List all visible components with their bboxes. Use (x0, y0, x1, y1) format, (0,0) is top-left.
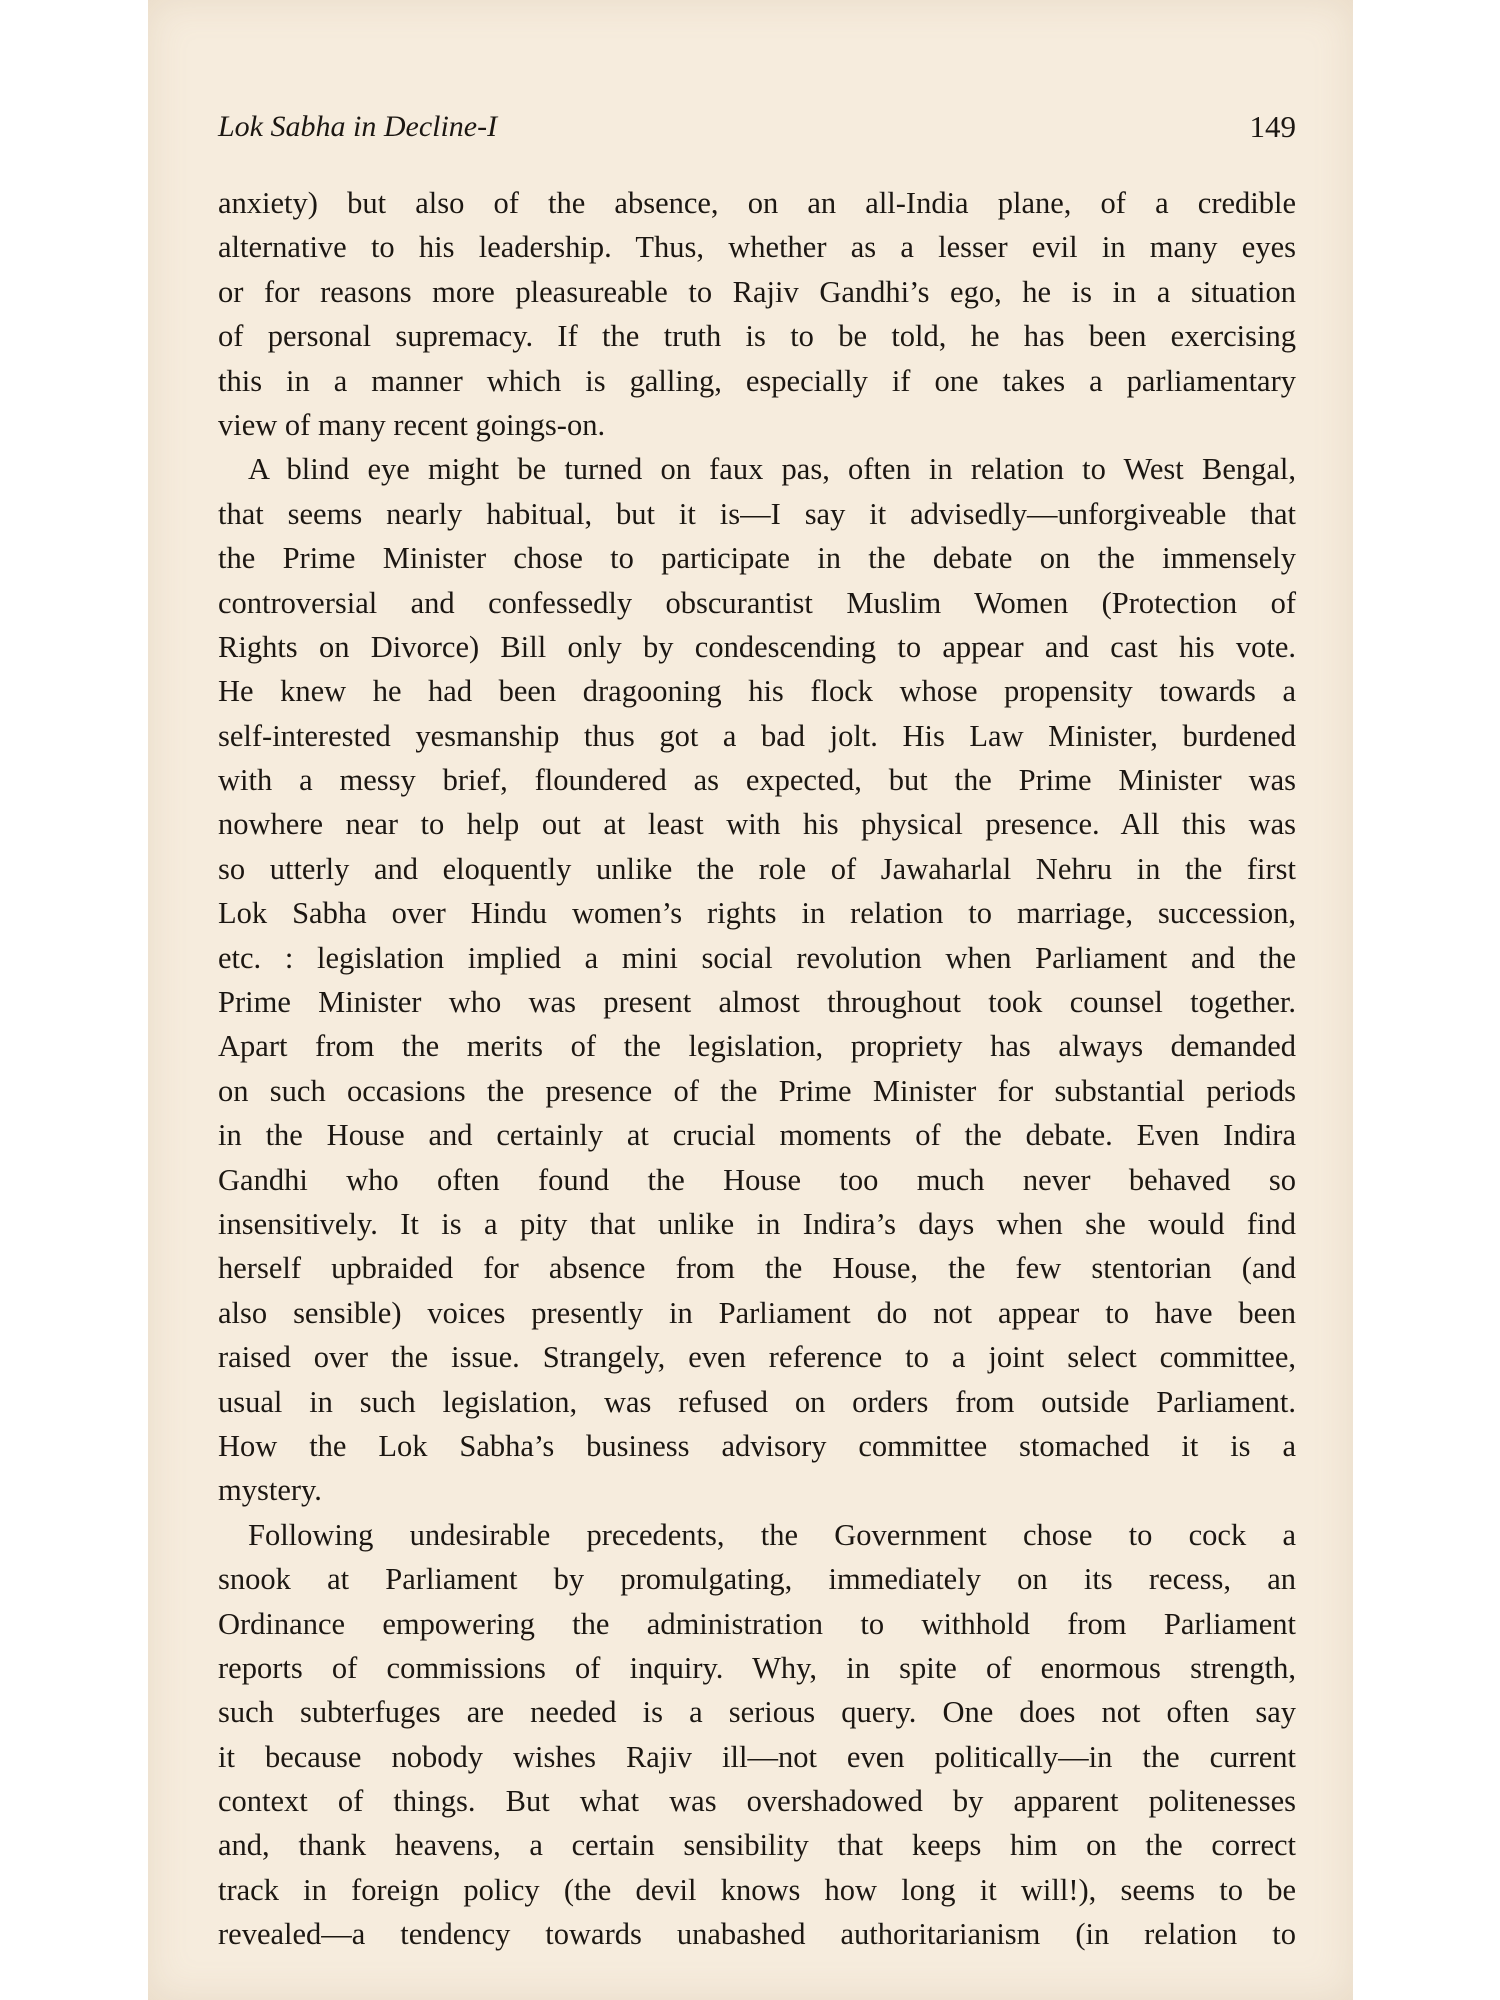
page-header (218, 104, 1296, 150)
text-line: alternative to his leadership. Thus, whether as a lesser evil in many eyes (218, 230, 1296, 265)
text-line: self-interested yesmanship thus got a bad jolt. His Law Minister, burdened (218, 718, 1296, 753)
text-line: or for reasons more pleasureable to Rajiv Gandhi’s ego, he is in a situation (218, 274, 1296, 309)
text-line: Prime Minister who was present almost throughout took counsel together. (218, 985, 1296, 1020)
text-line: etc. : legislation implied a mini social revolution when Parliament and the (218, 940, 1296, 975)
text-line: snook at Parliament by promulgating, immediately on its recess, an (218, 1562, 1296, 1597)
text-line: on such occasions the presence of the Prime Minister for substantial periods (218, 1073, 1296, 1108)
text-line: of personal supremacy. If the truth is to be told, he has been exercising (218, 319, 1296, 354)
text-line: that seems nearly habitual, but it is—I say it advisedly—unforgiveable that (218, 496, 1296, 531)
text-line: with a messy brief, floundered as expected, but the Prime Minister was (218, 763, 1296, 798)
body-text (218, 181, 1296, 1957)
text-line: it because nobody wishes Rajiv ill—not even politically—in the current (218, 1739, 1296, 1774)
text-line: reports of commissions of inquiry. Why, in spite of enormous strength, (218, 1650, 1296, 1685)
text-line: Ordinance empowering the administration to withhold from Parliament (218, 1606, 1296, 1641)
text-line: view of many recent goings-on. (218, 407, 606, 442)
text-line: the Prime Minister chose to participate in the debate on the immensely (218, 541, 1296, 576)
text-line: herself upbraided for absence from the House, the few stentorian (and (218, 1251, 1296, 1286)
paragraph-2 (218, 447, 1296, 1512)
text-line: controversial and confessedly obscurantist Muslim Women (Protection of (218, 585, 1296, 620)
text-line: insensitively. It is a pity that unlike in Indira’s days when she would find (218, 1206, 1296, 1241)
paragraph-1 (218, 181, 1296, 447)
text-line: so utterly and eloquently unlike the role of Jawaharlal Nehru in the first (218, 851, 1296, 886)
text-line: anxiety) but also of the absence, on an all-India plane, of a credible (218, 186, 1296, 220)
text-line: track in foreign policy (the devil knows how long it will!), seems to be (218, 1872, 1296, 1907)
text-line: context of things. But what was overshadowed by apparent politenesses (218, 1784, 1296, 1819)
text-line: and, thank heavens, a certain sensibility that keeps him on the correct (218, 1828, 1296, 1863)
text-line: raised over the issue. Strangely, even reference to a joint select committee, (218, 1340, 1296, 1375)
text-line: Gandhi who often found the House too much never behaved so (218, 1162, 1296, 1197)
text-line: such subterfuges are needed is a serious query. One does not often say (218, 1695, 1296, 1730)
text-line: usual in such legislation, was refused on orders from outside Parliament. (218, 1384, 1296, 1419)
text-line: How the Lok Sabha’s business advisory committee stomached it is a (218, 1428, 1296, 1463)
text-line: Lok Sabha over Hindu women’s rights in relation to marriage, succession, (218, 896, 1296, 931)
text-line: in the House and certainly at crucial moments of the debate. Even Indira (218, 1118, 1296, 1153)
text-line: revealed—a tendency towards unabashed authoritarianism (in relation to (218, 1917, 1296, 1952)
text-line: Following undesirable precedents, the Government chose to cock a (248, 1517, 1296, 1552)
text-line: Rights on Divorce) Bill only by condescending to appear and cast his vote. (218, 629, 1296, 664)
text-line: this in a manner which is galling, especially if one takes a parliamentary (218, 363, 1296, 398)
book-page (148, 0, 1353, 2000)
text-line: mystery. (218, 1473, 322, 1508)
running-head: Lok Sabha in Decline-I (218, 110, 498, 143)
paragraph-3 (218, 1513, 1296, 1957)
text-line: nowhere near to help out at least with his physical presence. All this was (218, 807, 1296, 842)
text-line: Apart from the merits of the legislation, propriety has always demanded (218, 1029, 1296, 1064)
text-line: A blind eye might be turned on faux pas, often in relation to West Bengal, (248, 452, 1296, 487)
text-line: He knew he had been dragooning his flock whose propensity towards a (218, 674, 1296, 709)
page-number: 149 (1249, 109, 1296, 144)
text-line: also sensible) voices presently in Parliament do not appear to have been (218, 1295, 1296, 1330)
